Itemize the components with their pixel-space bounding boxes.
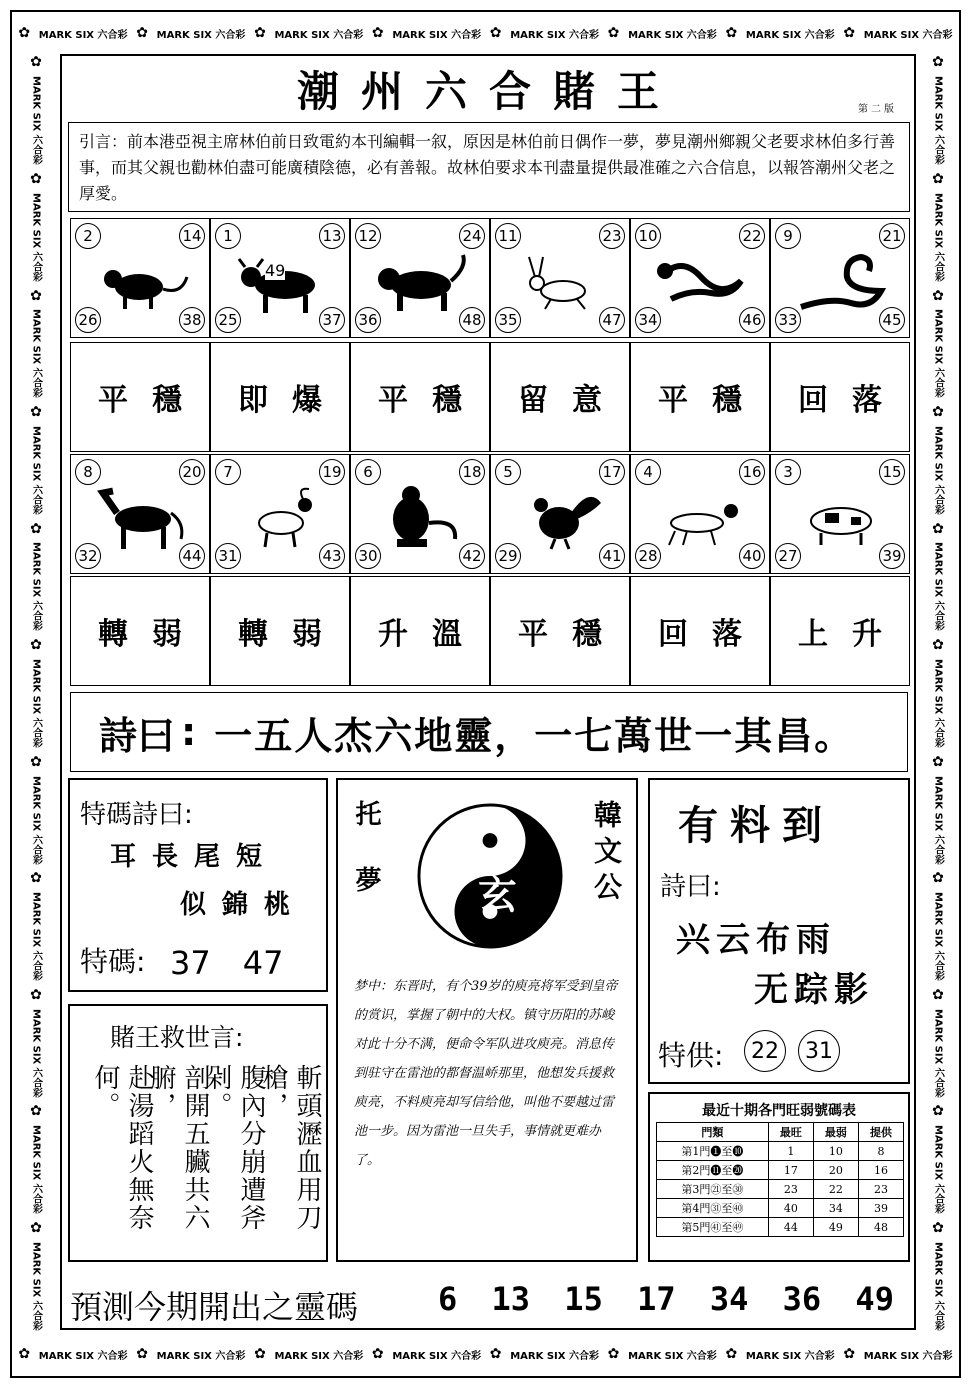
table-header: 最弱	[813, 1123, 858, 1142]
zodiac-number: 20	[179, 459, 205, 485]
border-text: MARK SIX 六合彩	[932, 1008, 944, 1098]
zodiac-cell	[70, 218, 210, 338]
table-cell: 20	[813, 1161, 858, 1180]
flower-icon: ✿	[30, 637, 42, 654]
table-cell: 44	[768, 1218, 813, 1237]
flower-icon: ✿	[932, 986, 944, 1003]
trend-cell: 回落	[630, 576, 770, 686]
table-header: 門類	[657, 1123, 769, 1142]
table-row	[657, 1161, 904, 1180]
intro-text: 引言：前本港亞視主席林伯前日致電約本刊編輯一叙，原因是林伯前日偶作一夢，夢見潮州鄉親父老要求林伯多行善事，而其父親也勸林伯盡可能廣積陰德，必有善報。故林伯要求本刊盡量提供最准確之六合信息，以報答潮州父老之厚愛。	[68, 122, 910, 212]
border-text: MARK SIX 六合彩	[745, 29, 835, 41]
flower-icon: ✿	[30, 753, 42, 770]
dog-icon	[651, 483, 751, 553]
flower-icon: ✿	[489, 1346, 502, 1362]
trend-cell: 轉弱	[210, 576, 350, 686]
zodiac-cell	[490, 218, 630, 338]
flower-icon: ✿	[30, 870, 42, 887]
flower-icon: ✿	[30, 986, 42, 1003]
trend-cell: 即爆	[210, 342, 350, 452]
border-text: MARK SIX 六合彩	[38, 1350, 128, 1362]
flower-icon: ✿	[30, 170, 42, 187]
flower-icon: ✿	[30, 1219, 42, 1236]
flower-icon: ✿	[932, 170, 944, 187]
border-text: MARK SIX 六合彩	[156, 29, 246, 41]
flower-icon: ✿	[30, 54, 42, 71]
flower-icon: ✿	[489, 25, 502, 41]
table-cell: 40	[768, 1199, 813, 1218]
zodiac-cell	[70, 454, 210, 574]
zodiac-number: 25	[215, 307, 241, 333]
zodiac-number: 13	[319, 223, 345, 249]
rooster-icon	[511, 483, 611, 553]
border-text: MARK SIX 六合彩	[510, 1350, 599, 1362]
zodiac-number: 31	[215, 543, 241, 569]
zodiac-extra-number: 49	[265, 261, 286, 280]
pig-icon	[791, 483, 891, 553]
border-right	[918, 52, 958, 1334]
border-text: MARK SIX 六合彩	[30, 76, 42, 166]
zodiac-number: 45	[879, 307, 905, 333]
zodiac-number: 11	[495, 223, 521, 249]
zodiac-number: 29	[495, 543, 521, 569]
flower-icon: ✿	[932, 54, 944, 71]
flower-icon: ✿	[843, 1346, 856, 1362]
border-text: MARK SIX 六合彩	[30, 425, 42, 515]
trend-cell: 轉弱	[70, 576, 210, 686]
table-header: 最旺	[768, 1123, 813, 1142]
predict-number: 13	[491, 1280, 531, 1318]
zodiac-cell	[210, 218, 350, 338]
special-line2: 似錦桃	[180, 890, 307, 920]
zodiac-number: 39	[879, 543, 905, 569]
zodiac-number: 41	[599, 543, 625, 569]
zodiac-number: 5	[495, 459, 521, 485]
zodiac-number: 33	[775, 307, 801, 333]
table-cell: 23	[858, 1180, 903, 1199]
zodiac-number: 23	[599, 223, 625, 249]
zodiac-number: 48	[459, 307, 485, 333]
tiger-icon	[371, 247, 471, 317]
border-text: MARK SIX 六合彩	[30, 1241, 42, 1331]
border-text: MARK SIX 六合彩	[30, 309, 42, 399]
trend-cell: 平穩	[70, 342, 210, 452]
gambler-col-2: 腹內分崩遭斧剁。	[202, 1064, 266, 1232]
youliao-label: 詩曰:	[660, 872, 721, 902]
border-text: MARK SIX 六合彩	[628, 1350, 717, 1362]
flower-icon: ✿	[371, 25, 384, 41]
border-text: MARK SIX 六合彩	[932, 658, 944, 748]
zodiac-number: 36	[355, 307, 381, 333]
trend-cell: 平穩	[630, 342, 770, 452]
flower-icon: ✿	[725, 1346, 738, 1362]
flower-icon: ✿	[607, 25, 620, 41]
zodiac-number: 44	[179, 543, 205, 569]
flower-icon: ✿	[932, 404, 944, 421]
flower-icon: ✿	[607, 1346, 620, 1362]
edition-label: 第二版	[858, 104, 897, 115]
flower-icon: ✿	[18, 1346, 31, 1362]
border-text: MARK SIX 六合彩	[30, 658, 42, 748]
rat-icon	[91, 247, 191, 317]
zodiac-number: 7	[215, 459, 241, 485]
zodiac-number: 2	[75, 223, 101, 249]
horse-icon	[91, 483, 191, 553]
zodiac-number: 8	[75, 459, 101, 485]
trend-cell: 升溫	[350, 576, 490, 686]
special-code-box	[68, 778, 328, 992]
border-left	[16, 52, 56, 1334]
border-text: MARK SIX 六合彩	[30, 1008, 42, 1098]
border-text: MARK SIX 六合彩	[932, 192, 944, 282]
flower-icon: ✿	[932, 637, 944, 654]
gambler-col-4: 赴湯蹈火無奈何。	[90, 1064, 154, 1232]
table-cell: 17	[768, 1161, 813, 1180]
zodiac-number: 43	[319, 543, 345, 569]
special-line1: 耳長尾短	[110, 842, 279, 872]
border-bottom	[14, 1336, 957, 1372]
zodiac-number: 32	[75, 543, 101, 569]
table-cell: 48	[858, 1218, 903, 1237]
zodiac-cell	[350, 218, 490, 338]
border-text: MARK SIX 六合彩	[30, 892, 42, 981]
flower-icon: ✿	[932, 1219, 944, 1236]
table-cell: 10	[813, 1142, 858, 1161]
border-text: MARK SIX 六合彩	[932, 542, 944, 632]
zodiac-number: 21	[879, 223, 905, 249]
border-text: MARK SIX 六合彩	[932, 76, 944, 166]
zodiac-number: 22	[739, 223, 765, 249]
border-text: MARK SIX 六合彩	[392, 1350, 482, 1362]
zodiac-number: 10	[635, 223, 661, 249]
zodiac-number: 37	[319, 307, 345, 333]
predict-label: 預測今期開出之靈碼	[70, 1288, 359, 1326]
table-cell: 第1門❶至❿	[657, 1142, 769, 1161]
table-cell: 23	[768, 1180, 813, 1199]
dream-story: 梦中：东晋时，有个39岁的庾亮将军受到皇帝的赏识，掌握了朝中的大权。镇守历阳的苏峻对此十分不满，便命令军队进攻庾亮。消息传到驻守在雷池的都督温峤那里，他想发兵援救庾亮，不料庾亮却写信给他，叫他不要越过雷池一步。因为雷池一旦失手，事情就更难办了。	[354, 979, 618, 1168]
zodiac-number: 28	[635, 543, 661, 569]
zodiac-cell	[630, 454, 770, 574]
zodiac-number: 15	[879, 459, 905, 485]
table-box	[648, 1092, 910, 1262]
flower-icon: ✿	[30, 520, 42, 537]
flower-icon: ✿	[932, 287, 944, 304]
zodiac-cell	[350, 454, 490, 574]
youliao-num: 22	[744, 1030, 786, 1072]
border-text: MARK SIX 六合彩	[156, 1350, 246, 1362]
table-cell: 8	[858, 1142, 903, 1161]
border-text: MARK SIX 六合彩	[30, 1125, 42, 1214]
border-text: MARK SIX 六合彩	[932, 892, 944, 981]
youliao-num: 31	[798, 1030, 840, 1072]
poem-colon: :	[181, 710, 197, 754]
table-row	[657, 1180, 904, 1199]
youliao-box	[648, 778, 910, 1084]
predict-number: 49	[855, 1280, 894, 1318]
zodiac-number: 12	[355, 223, 381, 249]
gambler-box	[68, 1004, 328, 1262]
border-text: MARK SIX 六合彩	[863, 1350, 953, 1362]
zodiac-number: 14	[179, 223, 205, 249]
predict-nums	[438, 1280, 894, 1318]
table-cell: 16	[858, 1161, 903, 1180]
border-text: MARK SIX 六合彩	[745, 1350, 835, 1362]
border-text: MARK SIX 六合彩	[30, 192, 42, 282]
flower-icon: ✿	[18, 25, 31, 41]
zodiac-number: 9	[775, 223, 801, 249]
border-text: MARK SIX 六合彩	[932, 775, 944, 865]
flower-icon: ✿	[932, 753, 944, 770]
zodiac-number: 42	[459, 543, 485, 569]
border-text: MARK SIX 六合彩	[863, 29, 953, 41]
table-cell: 34	[813, 1199, 858, 1218]
monkey-icon	[371, 483, 471, 553]
trend-cell: 上升	[770, 576, 910, 686]
table-cell: 1	[768, 1142, 813, 1161]
special-label: 特碼:	[80, 945, 146, 978]
border-top	[14, 16, 957, 50]
youliao-nums	[744, 1030, 852, 1072]
border-text: MARK SIX 六合彩	[30, 775, 42, 865]
table-title: 最近十期各門旺弱號碼表	[702, 1103, 856, 1119]
dream-box	[336, 778, 638, 1262]
zodiac-number: 34	[635, 307, 661, 333]
predict-number: 17	[637, 1280, 676, 1318]
youliao-title: 有料到	[678, 803, 834, 849]
flower-icon: ✿	[932, 1103, 944, 1120]
gambler-title: 賭王救世言:	[110, 1023, 244, 1052]
flower-icon: ✿	[30, 1103, 42, 1120]
dragon-icon	[651, 247, 751, 317]
table-cell: 第3門㉑至㉚	[657, 1180, 769, 1199]
flower-icon: ✿	[843, 25, 856, 41]
dream-right: 韓文公	[590, 800, 623, 908]
special-nums: 37 47	[170, 944, 284, 982]
border-text: MARK SIX 六合彩	[628, 29, 717, 41]
flower-icon: ✿	[136, 1346, 148, 1362]
border-text: MARK SIX 六合彩	[932, 1125, 944, 1214]
zodiac-cell	[630, 218, 770, 338]
poem-banner	[70, 692, 908, 772]
zodiac-cell	[770, 218, 910, 338]
zodiac-number: 47	[599, 307, 625, 333]
trend-cell: 留意	[490, 342, 630, 452]
trend-cell: 平穩	[490, 576, 630, 686]
svg-text:玄: 玄	[478, 873, 517, 919]
special-title: 特碼詩曰:	[80, 800, 193, 830]
border-text: MARK SIX 六合彩	[932, 425, 944, 515]
table-cell: 22	[813, 1180, 858, 1199]
gambler-col-1: 斬頭瀝血用刀槍，	[258, 1064, 322, 1232]
predict-number: 6	[438, 1280, 458, 1318]
zodiac-number: 38	[179, 307, 205, 333]
zodiac-number: 6	[355, 459, 381, 485]
rabbit-icon	[511, 247, 611, 317]
border-text: MARK SIX 六合彩	[274, 1350, 364, 1362]
zodiac-number: 1	[215, 223, 241, 249]
border-text: MARK SIX 六合彩	[38, 29, 128, 41]
border-text: MARK SIX 六合彩	[510, 29, 599, 41]
border-text: MARK SIX 六合彩	[274, 29, 364, 41]
youliao-line2: 无踪影	[754, 970, 874, 1010]
dream-left: 托夢	[351, 800, 381, 932]
zodiac-number: 24	[459, 223, 485, 249]
trend-cell: 回落	[770, 342, 910, 452]
zodiac-number: 4	[635, 459, 661, 485]
flower-icon: ✿	[371, 1346, 384, 1362]
youliao-gift: 特供:	[658, 1039, 724, 1072]
ox-icon	[231, 247, 331, 317]
flower-icon: ✿	[932, 520, 944, 537]
zodiac-number: 46	[739, 307, 765, 333]
table-cell: 第2門⓫至⓴	[657, 1161, 769, 1180]
table-cell: 第4門㉛至㊵	[657, 1199, 769, 1218]
yin-yang-icon	[416, 802, 564, 950]
table-row	[657, 1218, 904, 1237]
zodiac-number: 26	[75, 307, 101, 333]
table-cell: 39	[858, 1199, 903, 1218]
flower-icon: ✿	[254, 1346, 266, 1362]
zodiac-cell	[210, 454, 350, 574]
zodiac-number: 40	[739, 543, 765, 569]
snake-icon	[791, 247, 891, 317]
strength-table	[656, 1122, 904, 1237]
zodiac-number: 17	[599, 459, 625, 485]
youliao-line1: 兴云布雨	[676, 920, 836, 960]
flower-icon: ✿	[30, 404, 42, 421]
table-cell: 第5門㊶至㊾	[657, 1218, 769, 1237]
table-row	[657, 1199, 904, 1218]
predict-number: 36	[782, 1280, 822, 1318]
zodiac-number: 27	[775, 543, 801, 569]
table-header: 提供	[858, 1123, 903, 1142]
zodiac-cell	[770, 454, 910, 574]
zodiac-number: 35	[495, 307, 521, 333]
border-text: MARK SIX 六合彩	[932, 1241, 944, 1331]
page-title: 潮州六合賭王	[296, 67, 681, 116]
zodiac-number: 19	[319, 459, 345, 485]
border-text: MARK SIX 六合彩	[932, 309, 944, 399]
zodiac-number: 16	[739, 459, 765, 485]
flower-icon: ✿	[254, 25, 266, 41]
border-text: MARK SIX 六合彩	[30, 542, 42, 632]
poem-label: 詩曰	[99, 713, 176, 758]
table-row	[657, 1142, 904, 1161]
zodiac-number: 18	[459, 459, 485, 485]
zodiac-cell	[490, 454, 630, 574]
border-text: MARK SIX 六合彩	[392, 29, 482, 41]
table-cell: 49	[813, 1218, 858, 1237]
zodiac-number: 30	[355, 543, 381, 569]
zodiac-number: 3	[775, 459, 801, 485]
predict-number: 15	[564, 1280, 603, 1318]
predict-number: 34	[709, 1280, 749, 1318]
flower-icon: ✿	[30, 287, 42, 304]
poem-text: 一五人杰六地靈，一七萬世一其昌。	[214, 713, 855, 758]
goat-icon	[231, 483, 331, 553]
flower-icon: ✿	[136, 25, 148, 41]
trend-cell: 平穩	[350, 342, 490, 452]
flower-icon: ✿	[725, 25, 738, 41]
flower-icon: ✿	[932, 870, 944, 887]
gambler-col-3: 剖開五臟共六腑，	[146, 1064, 210, 1232]
